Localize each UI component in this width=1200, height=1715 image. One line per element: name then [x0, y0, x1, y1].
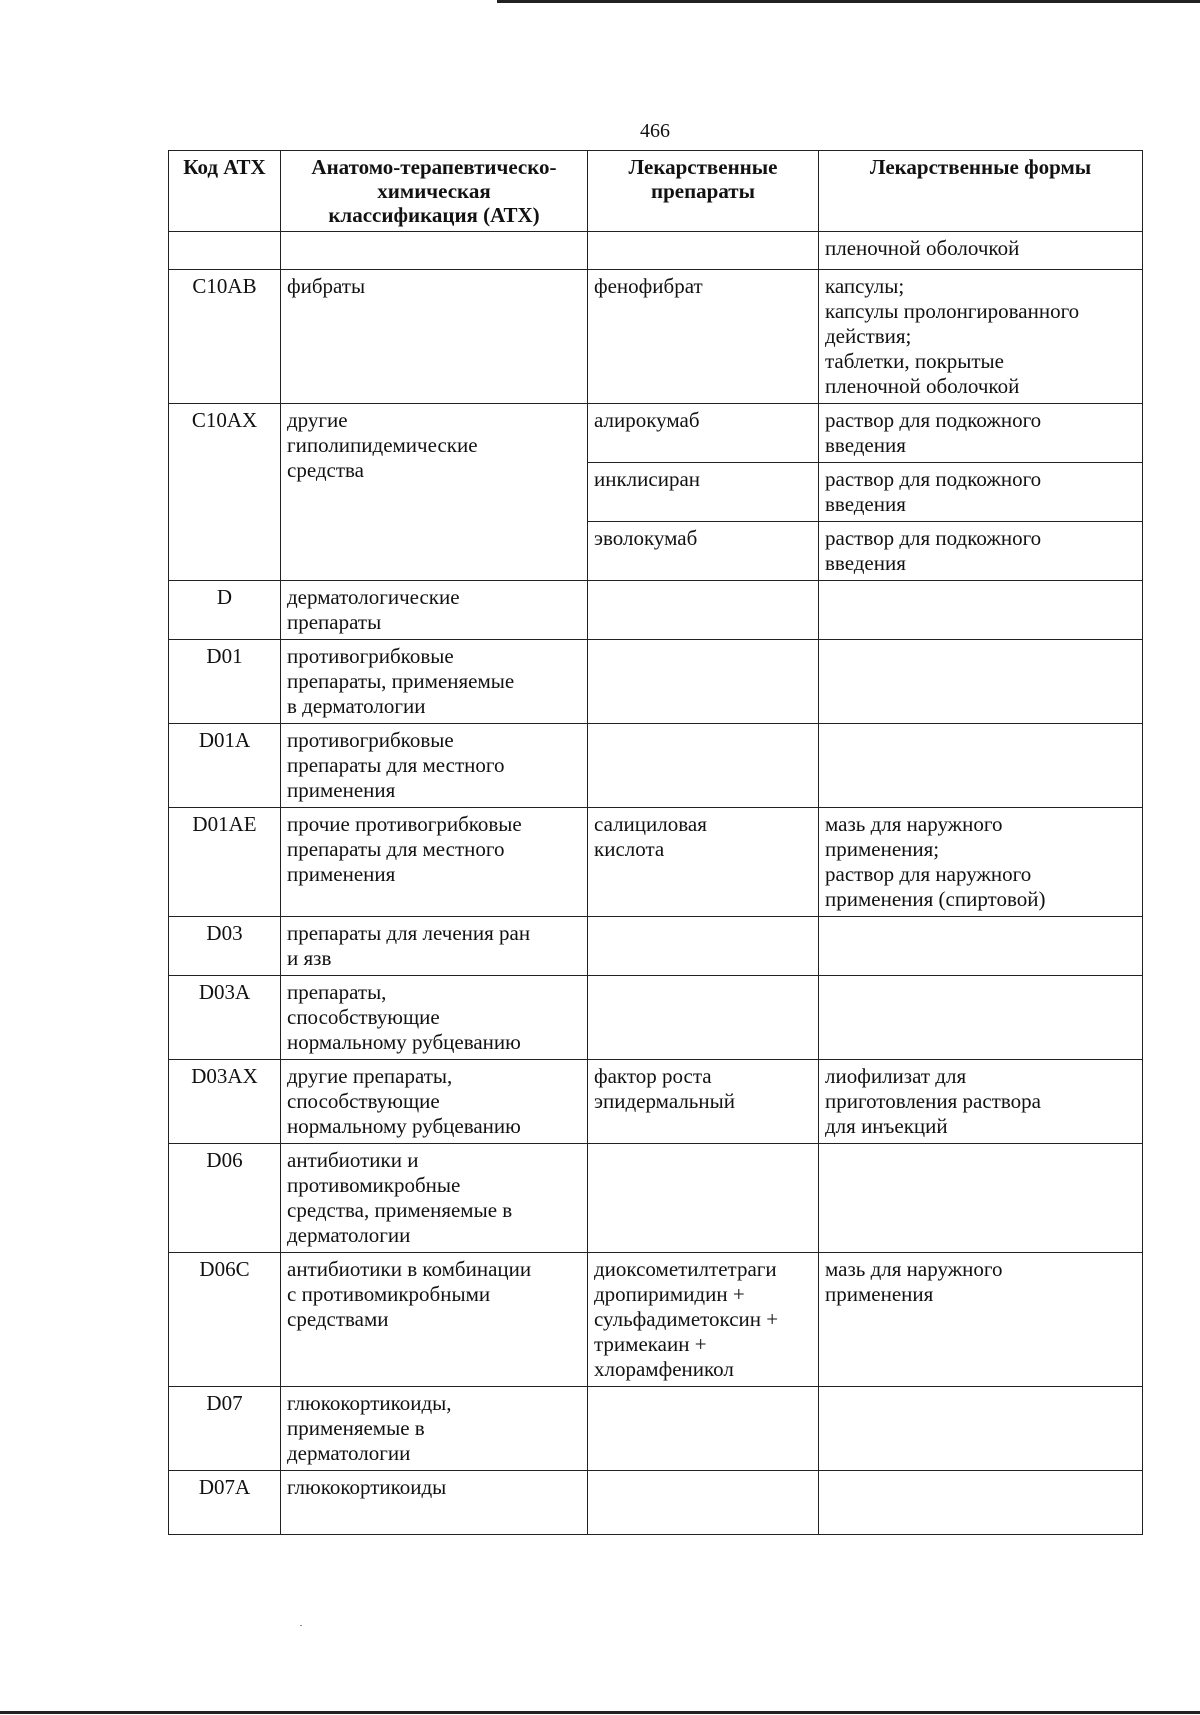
dosage-form-cell: мазь для наружного применения	[819, 1253, 1143, 1387]
dosage-form-cell	[819, 640, 1143, 724]
atc-code-cell: D03AX	[169, 1060, 281, 1144]
classification-cell: дерматологические препараты	[281, 581, 588, 640]
classification-cell: противогрибковые препараты, применяемые в дерматологии	[281, 640, 588, 724]
atc-code-cell: D06C	[169, 1253, 281, 1387]
dosage-form-cell: лиофилизат для приготовления раствора для инъекций	[819, 1060, 1143, 1144]
classification-cell: глюкокортикоиды	[281, 1471, 588, 1535]
atc-code-cell: D07A	[169, 1471, 281, 1535]
drug-cell	[588, 976, 819, 1060]
table-row	[169, 1253, 1143, 1387]
table-row	[169, 976, 1143, 1060]
classification-cell: прочие противогрибковые препараты для местного применения	[281, 808, 588, 917]
atc-code-cell: D06	[169, 1144, 281, 1253]
atc-code-cell: D01	[169, 640, 281, 724]
drug-cell	[588, 232, 819, 270]
dosage-form-cell	[819, 1387, 1143, 1471]
drug-cell: фактор роста эпидермальный	[588, 1060, 819, 1144]
table-row	[169, 1144, 1143, 1253]
drug-cell: эволокумаб	[588, 522, 819, 581]
top-edge-line	[497, 0, 1200, 3]
header-forms: Лекарственные формы	[819, 151, 1143, 232]
dosage-form-cell: капсулы; капсулы пролонгированного действия; таблетки, покрытые пленочной оболочкой	[819, 270, 1143, 404]
dosage-form-cell	[819, 581, 1143, 640]
drug-cell: инклисиран	[588, 463, 819, 522]
bottom-edge-line	[0, 1711, 1200, 1714]
dosage-form-cell	[819, 976, 1143, 1060]
table-row	[169, 1060, 1143, 1144]
page-number: 466	[640, 120, 670, 142]
table-row	[169, 581, 1143, 640]
dosage-form-cell	[819, 1144, 1143, 1253]
table-row	[169, 1471, 1143, 1535]
table-row	[169, 917, 1143, 976]
classification-cell: глюкокортикоиды, применяемые в дерматологии	[281, 1387, 588, 1471]
drug-cell	[588, 1387, 819, 1471]
dosage-form-cell: раствор для подкожного введения	[819, 463, 1143, 522]
drug-cell	[588, 640, 819, 724]
table-header-row	[169, 151, 1143, 232]
header-code: Код АТХ	[169, 151, 281, 232]
drug-cell: фенофибрат	[588, 270, 819, 404]
table-row	[169, 640, 1143, 724]
atc-code-cell: D07	[169, 1387, 281, 1471]
classification-cell	[281, 232, 588, 270]
scan-speck	[300, 1625, 302, 1626]
atc-code-cell: D01AE	[169, 808, 281, 917]
classification-cell: антибиотики и противомикробные средства, применяемые в дерматологии	[281, 1144, 588, 1253]
atc-code-cell	[169, 232, 281, 270]
atc-code-cell: C10AB	[169, 270, 281, 404]
atc-code-cell: D	[169, 581, 281, 640]
dosage-form-cell	[819, 1471, 1143, 1535]
drug-cell	[588, 581, 819, 640]
table-row	[169, 1387, 1143, 1471]
atc-code-cell: D03	[169, 917, 281, 976]
dosage-form-cell	[819, 724, 1143, 808]
dosage-form-cell: пленочной оболочкой	[819, 232, 1143, 270]
table-body	[169, 232, 1143, 1535]
drug-cell	[588, 917, 819, 976]
classification-cell: препараты, способствующие нормальному рубцеванию	[281, 976, 588, 1060]
header-classification: Анатомо-терапевтическо- химическая классификация (АТХ)	[281, 151, 588, 232]
table-row	[169, 404, 1143, 463]
classification-cell: противогрибковые препараты для местного применения	[281, 724, 588, 808]
table-row	[169, 232, 1143, 270]
table-row	[169, 270, 1143, 404]
atc-table	[168, 150, 1143, 1535]
atc-code-cell: C10AX	[169, 404, 281, 581]
dosage-form-cell	[819, 917, 1143, 976]
classification-cell: антибиотики в комбинации с противомикробными средствами	[281, 1253, 588, 1387]
header-drugs: Лекарственные препараты	[588, 151, 819, 232]
atc-code-cell: D03A	[169, 976, 281, 1060]
classification-cell: фибраты	[281, 270, 588, 404]
atc-code-cell: D01A	[169, 724, 281, 808]
table-row	[169, 724, 1143, 808]
drug-cell	[588, 1144, 819, 1253]
drug-cell	[588, 724, 819, 808]
classification-cell: другие гиполипидемические средства	[281, 404, 588, 581]
drug-cell: диоксометилтетраги дропиримидин + сульфадиметоксин + тримекаин + хлорамфеникол	[588, 1253, 819, 1387]
dosage-form-cell: раствор для подкожного введения	[819, 522, 1143, 581]
drug-cell	[588, 1471, 819, 1535]
table-row	[169, 808, 1143, 917]
drug-cell: салициловая кислота	[588, 808, 819, 917]
dosage-form-cell: мазь для наружного применения; раствор для наружного применения (спиртовой)	[819, 808, 1143, 917]
classification-cell: препараты для лечения ран и язв	[281, 917, 588, 976]
drug-cell: алирокумаб	[588, 404, 819, 463]
classification-cell: другие препараты, способствующие нормальному рубцеванию	[281, 1060, 588, 1144]
dosage-form-cell: раствор для подкожного введения	[819, 404, 1143, 463]
